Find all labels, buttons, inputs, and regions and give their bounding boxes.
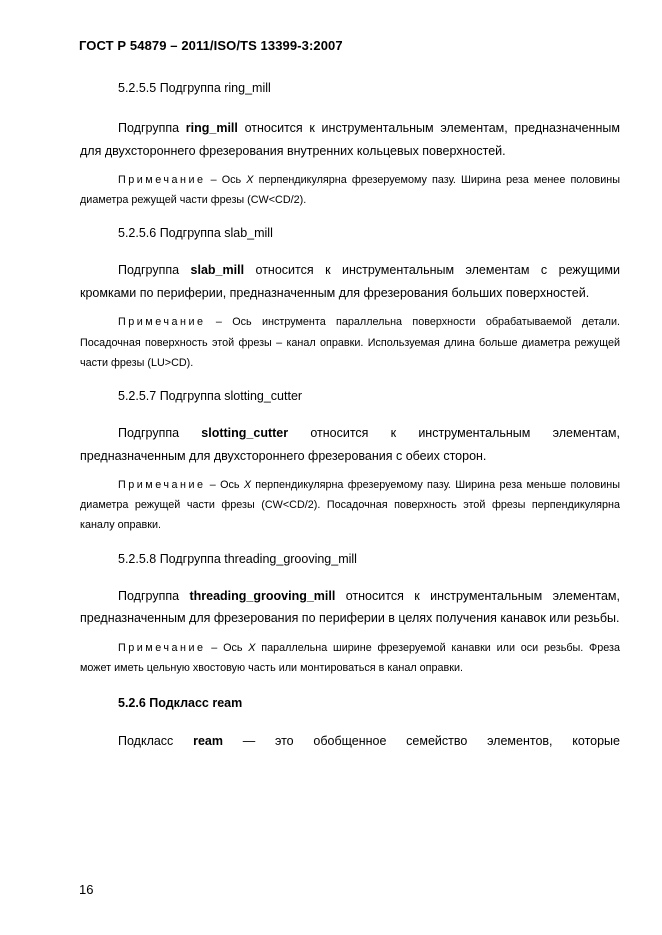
note-text: перпендикулярна фрезеруемому пазу. Ширина реза меньше половины диаметра режущей части фрезы (CW<CD/2). Посадочная поверхность этой фрезы перпендикулярна каналу оправки.	[80, 479, 620, 532]
note-dash: – Ось	[205, 479, 244, 492]
note-text: перпендикулярна фрезеруемому пазу. Ширина реза менее половины диаметра режущей части фрезы (CW<CD/2).	[80, 174, 620, 207]
note-ring-mill	[80, 170, 620, 210]
document-body	[80, 79, 620, 753]
note-variable: X	[248, 641, 256, 654]
note-variable: X	[243, 479, 252, 492]
note-dash: – Ось	[205, 641, 249, 654]
section-heading-threading-grooving-mill: 5.2.5.8 Подгруппа threading_grooving_mill	[118, 551, 357, 566]
paragraph-slab-mill	[80, 259, 620, 304]
section-heading-ring-mill: 5.2.5.5 Подгруппа ring_mill	[118, 81, 271, 95]
section-heading-ream: 5.2.6 Подкласс ream	[118, 696, 243, 711]
paragraph-body: относится к инструментальным элементам, предназначенным для двухстороннего фрезерования с обеих сторон.	[80, 426, 620, 463]
term-slotting-cutter: slotting_cutter	[201, 426, 289, 441]
section-heading-slotting-cutter: 5.2.5.7 Подгруппа slotting_cutter	[118, 389, 303, 404]
note-text: параллельна ширине фрезеруемой канавки или оси резьбы. Фреза может иметь цельную хвостовую часть или монтироваться в канал оправки.	[80, 641, 620, 674]
paragraph-body: относится к инструментальным элементам, предназначенным для фрезерования по периферии в целях получения канавок или резьбы.	[80, 588, 620, 626]
paragraph-threading-grooving-mill	[80, 585, 620, 630]
paragraph-slotting-cutter	[80, 422, 620, 467]
term-ream: ream	[193, 734, 223, 749]
paragraph-ream	[80, 730, 620, 753]
note-variable: X	[246, 174, 254, 186]
paragraph-prefix: Подгруппа	[118, 426, 202, 441]
note-label: Примечание	[118, 641, 206, 654]
paragraph-body: относится к инструментальным элементам с режущими кромками по периферии, предназначенным для фрезерования больших поверхностей.	[80, 263, 620, 300]
paragraph-prefix: Подгруппа	[118, 121, 186, 135]
note-threading-grooving-mill	[80, 638, 620, 678]
paragraph-prefix: Подкласс	[118, 734, 194, 749]
note-label: Примечание	[118, 174, 206, 186]
paragraph-body: — это обобщенное семейство элементов, которые	[222, 734, 620, 749]
term-threading-grooving-mill: threading_grooving_mill	[189, 588, 336, 603]
note-dash: – Ось	[205, 174, 247, 186]
section-heading-slab-mill: 5.2.5.6 Подгруппа slab_mill	[118, 226, 273, 241]
paragraph-prefix: Подгруппа	[118, 588, 190, 603]
note-slotting-cutter	[80, 475, 620, 536]
term-slab-mill: slab_mill	[190, 263, 245, 278]
note-slab-mill	[80, 312, 620, 373]
note-label: Примечание	[118, 316, 206, 329]
paragraph-body: относится к инструментальным элементам, предназначенным для двухстороннего фрезерования внутренних кольцевых поверхностей.	[80, 121, 620, 158]
note-text: – Ось инструмента параллельна поверхности обрабатываемой детали. Посадочная поверхность этой фрезы – канал оправки. Используемая длина больше диаметра режущей части фрезы (LU>CD).	[80, 316, 620, 369]
paragraph-ring-mill	[80, 117, 620, 162]
page-header: ГОСТ Р 54879 – 2011/ISO/TS 13399-3:2007	[79, 38, 343, 53]
paragraph-prefix: Подгруппа	[118, 263, 191, 278]
note-label: Примечание	[118, 479, 206, 492]
term-ring-mill: ring_mill	[185, 121, 238, 135]
page-number: 16	[79, 882, 94, 897]
